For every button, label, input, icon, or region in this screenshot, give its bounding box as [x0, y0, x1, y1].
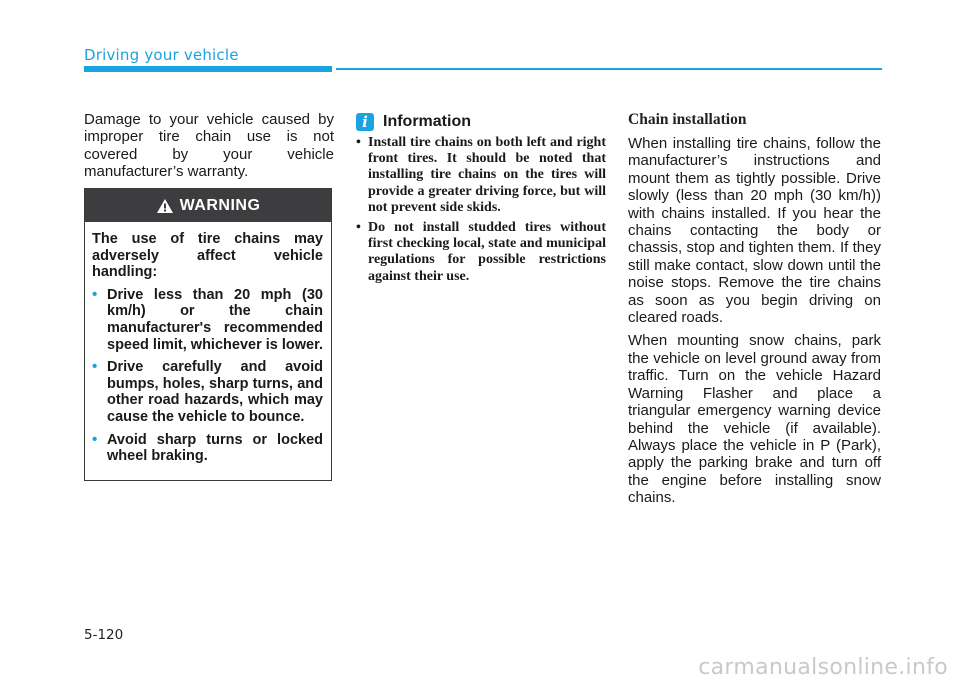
header-rule-thick — [84, 66, 332, 72]
warning-intro: The use of tire chains may adversely affect vehicle handling: — [92, 231, 323, 281]
warning-triangle-icon — [156, 198, 174, 214]
warning-body — [85, 222, 331, 465]
watermark: carmanualsonline.info — [698, 655, 948, 680]
warning-item-text: Avoid sharp turns or locked wheel braking. — [107, 431, 323, 465]
bullet-icon: • — [356, 220, 361, 236]
warning-item — [92, 432, 323, 465]
chain-installation-paragraph: When installing tire chains, follow the manufacturer’s instructions and mount them as tightly possible. Drive slowly (less than 20 mph (30 km/h)) with chains installed. If you hear the chains contacting the body or chassis, stop and tighten them. If they still make contact, slow down until the noise stops. Remove the tire chains as soon as you begin driving on cleared roads. — [628, 135, 881, 327]
warning-header — [85, 189, 331, 222]
section-title: Driving your vehicle — [84, 46, 239, 64]
information-item — [356, 220, 606, 285]
bullet-icon: • — [356, 135, 361, 150]
information-item-text: Install tire chains on both left and right front tires. It should be noted that installing tire chains on the tires will provide a greater driving force, but will not prevent side skids. — [368, 135, 606, 215]
warning-box — [84, 188, 332, 481]
information-item-text: Do not install studded tires without first checking local, state and municipal regulations for possible restrictions against their use. — [368, 220, 606, 284]
information-header — [356, 113, 606, 131]
warning-item-text: Drive carefully and avoid bumps, holes, sharp turns, and other road hazards, which may cause the vehicle to bounce. — [107, 359, 323, 425]
bullet-icon: • — [92, 358, 98, 376]
bullet-icon: • — [92, 285, 98, 303]
warning-item — [92, 359, 323, 425]
chain-installation-paragraph: When mounting snow chains, park the vehicle on level ground away from traffic. Turn on the vehicle Hazard Warning Flasher and place a triangular emergency warning device behind the vehicle (if available). Always place the vehicle in P (Park), apply the parking brake and turn off the engine before installing snow chains. — [628, 332, 881, 507]
column-left — [84, 111, 334, 181]
bullet-icon: • — [92, 430, 98, 448]
information-title: Information — [383, 113, 471, 130]
warning-item — [92, 287, 323, 353]
page-number: 5-120 — [84, 627, 124, 643]
warning-label: WARNING — [179, 196, 261, 214]
info-icon: i — [356, 113, 374, 131]
warranty-paragraph: Damage to your vehicle caused by improper tire chain use is not covered by your vehicle manufacturer’s warranty. — [84, 111, 334, 181]
warning-item-text: Drive less than 20 mph (30 km/h) or the chain manufacturer's recommended speed limit, whichever is lower. — [107, 286, 323, 353]
information-item — [356, 135, 606, 216]
information-list — [356, 135, 606, 285]
warning-list — [92, 287, 323, 465]
column-middle — [356, 113, 606, 289]
chain-installation-heading: Chain installation — [628, 111, 747, 128]
column-right — [628, 111, 881, 513]
header-rule-thin — [336, 68, 882, 70]
